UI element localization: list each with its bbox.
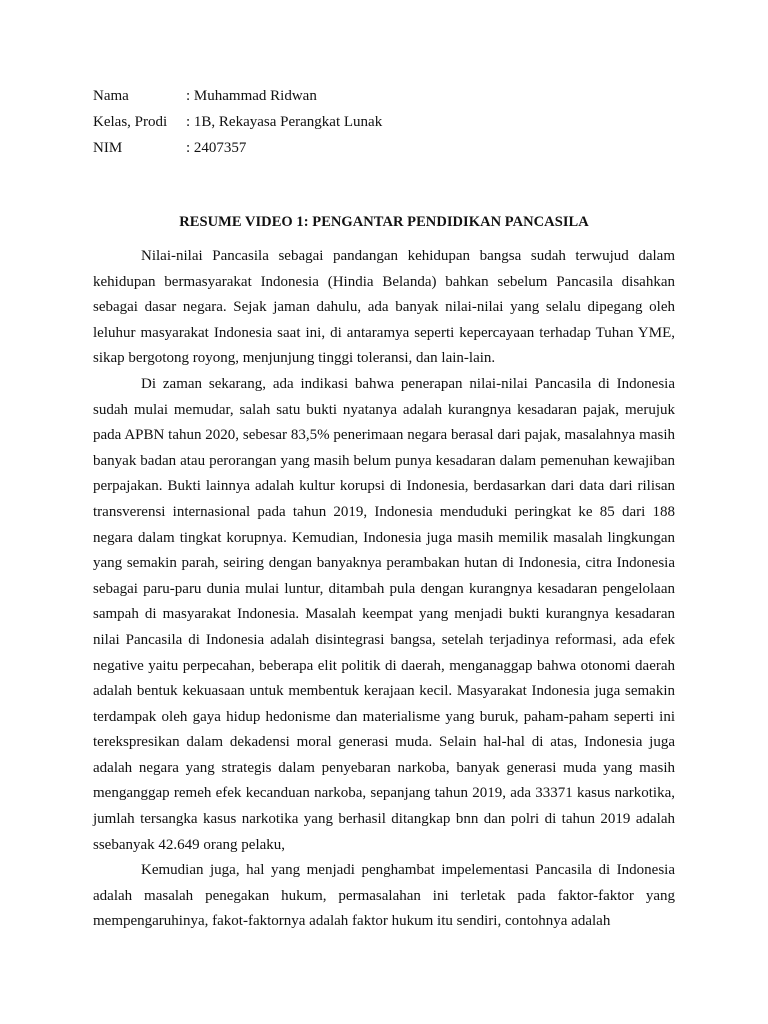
info-label-nim: NIM xyxy=(93,140,123,156)
info-value-class: : 1B, Rekayasa Perangkat Lunak xyxy=(186,114,383,130)
info-row-nim xyxy=(93,138,382,164)
document-title: RESUME VIDEO 1: PENGANTAR PENDIDIKAN PANCASILA xyxy=(179,214,589,230)
student-info-table xyxy=(93,86,382,164)
info-value-nim: : 2407357 xyxy=(186,140,247,156)
info-label-name: Nama xyxy=(93,88,129,104)
paragraph-3: Kemudian juga, hal yang menjadi penghambat impelementasi Pancasila di Indonesia adalah masalah penegakan hukum, permasalahan ini terletak pada faktor-faktor yang mempengaruhinya, fakot-faktornya adalah faktor hukum itu sendiri, contohnya adalah xyxy=(93,862,675,930)
paragraph-2: Di zaman sekarang, ada indikasi bahwa penerapan nilai-nilai Pancasila di Indonesia sudah mulai memudar, salah satu bukti nyatanya adalah kurangnya kesadaran pajak, merujuk pada APBN tahun 2020, sebesar 83,5% penerimaan negara berasal dari pajak, masalahnya masih banyak badan atau perorangan yang masih belum punya kesadaran dalam pemenuhan kewajiban perpajakan. Bukti lainnya adalah kultur korupsi di Indonesia, berdasarkan dari data dari rilisan transverensi internasional pada tahun 2019, Indonesia menduduki peringkat ke 85 dari 188 negara dalam tingkat korupnya. Kemudian, Indonesia juga masih memilik masalah lingkungan yang semakin parah, seiring dengan banyaknya perambakan hutan di Indonesia, citra Indonesia sebagai paru-paru dunia mulai luntur, ditambah pula dengan kurangnya kesadaran pengelolaan sampah di masyarakat Indonesia. Masalah keempat yang menjadi bukti kurangnya kesadaran nilai Pancasila di Indonesia adalah disintegrasi bangsa, setelah terjadinya reformasi, ada efek negative yaitu perpecahan, beberapa elit politik di daerah, menganaggap bahwa otonomi daerah adalah bentuk kekuasaan untuk membentuk kerajaan kecil. Masyarakat Indonesia juga semakin terdampak oleh gaya hidup hedonisme dan materialisme yang buruk, paham-paham seperti ini terekspresikan dalam dekadensi moral generasi muda. Selain hal-hal di atas, Indonesia juga adalah negara yang strategis dalam penyebaran narkoba, banyak generasi muda yang masih menganggap remeh efek kecanduan narkoba, sepanjang tahun 2019, ada 33371 kasus narkotika, jumlah tersangka kasus narkotika yang berhasil ditangkap bnn dan polri di tahun 2019 adalah ssebanyak 42.649 orang pelaku, xyxy=(93,375,675,853)
info-label-class: Kelas, Prodi xyxy=(93,114,168,130)
paragraph-1: Nilai-nilai Pancasila sebagai pandangan kehidupan bangsa sudah terwujud dalam kehidupan bermasyarakat Indonesia (Hindia Belanda) bahkan sebelum Pancasila disahkan sebagai dasar negara. Sejak jaman dahulu, ada banyak nilai-nilai yang selalu dipegang oleh leluhur masyarakat Indonesia saat ini, di antaramya seperti kepercayaan terhadap Tuhan YME, sikap bergotong royong, menjunjung tinggi toleransi, dan lain-lain. xyxy=(93,248,675,367)
info-value-name: : Muhammad Ridwan xyxy=(186,88,317,104)
info-row-name xyxy=(93,86,382,112)
info-row-class xyxy=(93,112,382,138)
